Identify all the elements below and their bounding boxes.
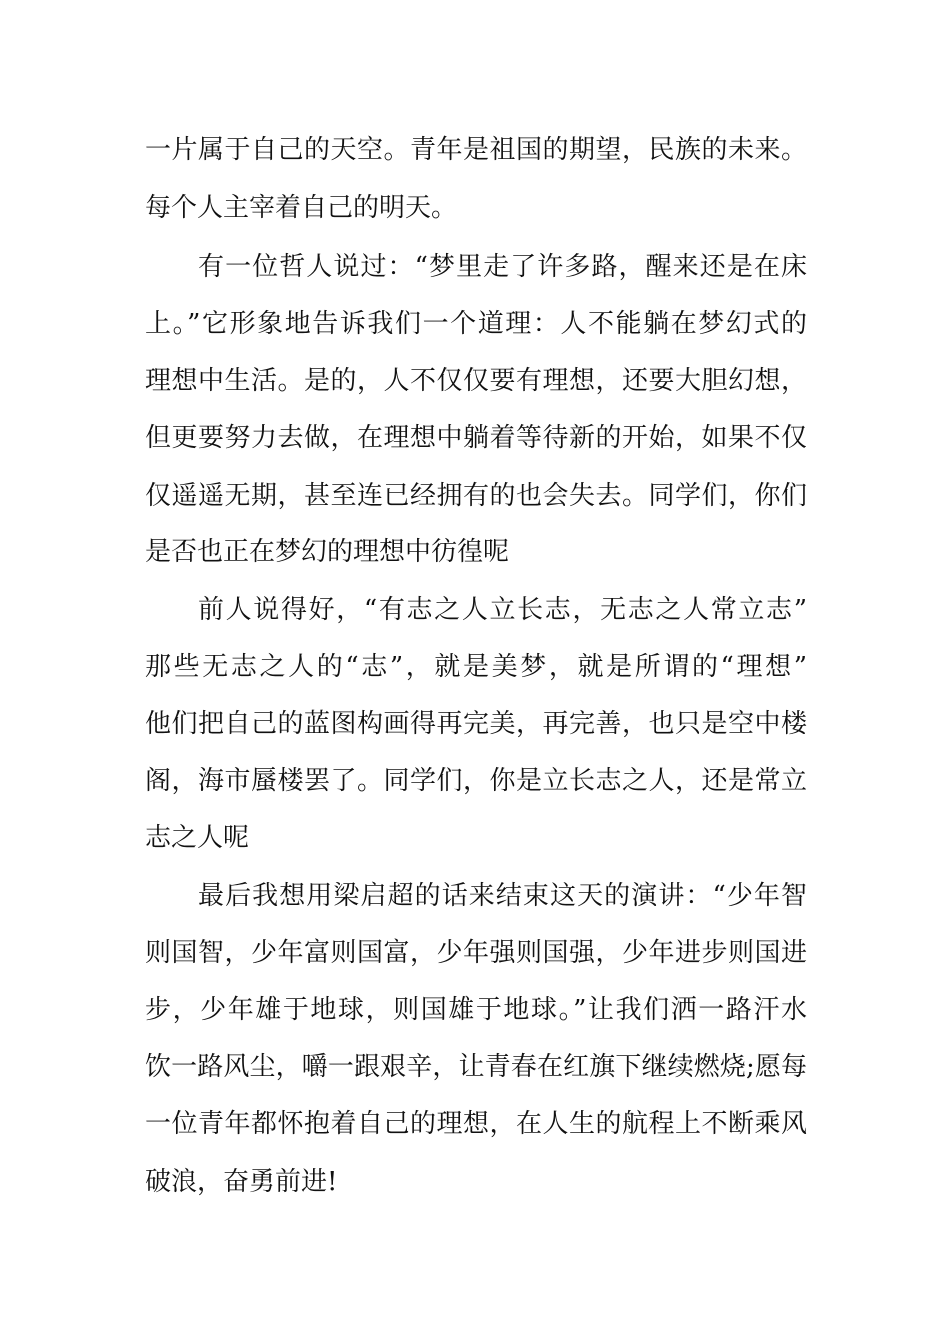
paragraph-3-line-4: 阁，海市蜃楼罢了。同学们，你是立长志之人，还是常立 [145,766,807,796]
paragraph-4-line-4: 饮一路风尘，嚼一跟艰辛，让青春在红旗下继续燃烧;愿每 [145,1052,807,1082]
paragraph-2-line-4: 但更要努力去做，在理想中躺着等待新的开始，如果不仅 [145,423,807,453]
paragraph-4-line-6: 破浪，奋勇前进! [145,1167,338,1197]
paragraph-2-line-6: 是否也正在梦幻的理想中彷徨呢 [145,537,510,567]
paragraph-2-line-5: 仅遥遥无期，甚至连已经拥有的也会失去。同学们，你们 [145,481,807,511]
paragraph-4-line-3: 步，少年雄于地球，则国雄于地球。”让我们洒一路汗水 [145,995,807,1025]
paragraph-3-line-1: 前人说得好，“有志之人立长志，无志之人常立志” [198,595,807,625]
paragraph-3-line-5: 志之人呢 [145,823,250,853]
paragraph-4-line-1: 最后我想用梁启超的话来结束这天的演讲：“少年智 [198,881,807,911]
paragraph-4-line-2: 则国智，少年富则国富，少年强则国强，少年进步则国进 [145,938,807,968]
paragraph-2-line-1: 有一位哲人说过：“梦里走了许多路，醒来还是在床 [198,252,807,282]
paragraph-2-line-3: 理想中生活。是的，人不仅仅要有理想，还要大胆幻想， [145,366,807,396]
paragraph-4-line-5: 一位青年都怀抱着自己的理想，在人生的航程上不断乘风 [145,1109,807,1139]
paragraph-1-line-1: 一片属于自己的天空。青年是祖国的期望，民族的未来。 [145,135,807,165]
paragraph-3-line-2: 那些无志之人的“志”，就是美梦，就是所谓的“理想” [145,652,807,682]
paragraph-2-line-2: 上。”它形象地告诉我们一个道理：人不能躺在梦幻式的 [145,309,807,339]
paragraph-3-line-3: 他们把自己的蓝图构画得再完美，再完善，也只是空中楼 [145,709,807,739]
paragraph-1-line-2: 每个人主宰着自己的明天。 [145,193,458,223]
